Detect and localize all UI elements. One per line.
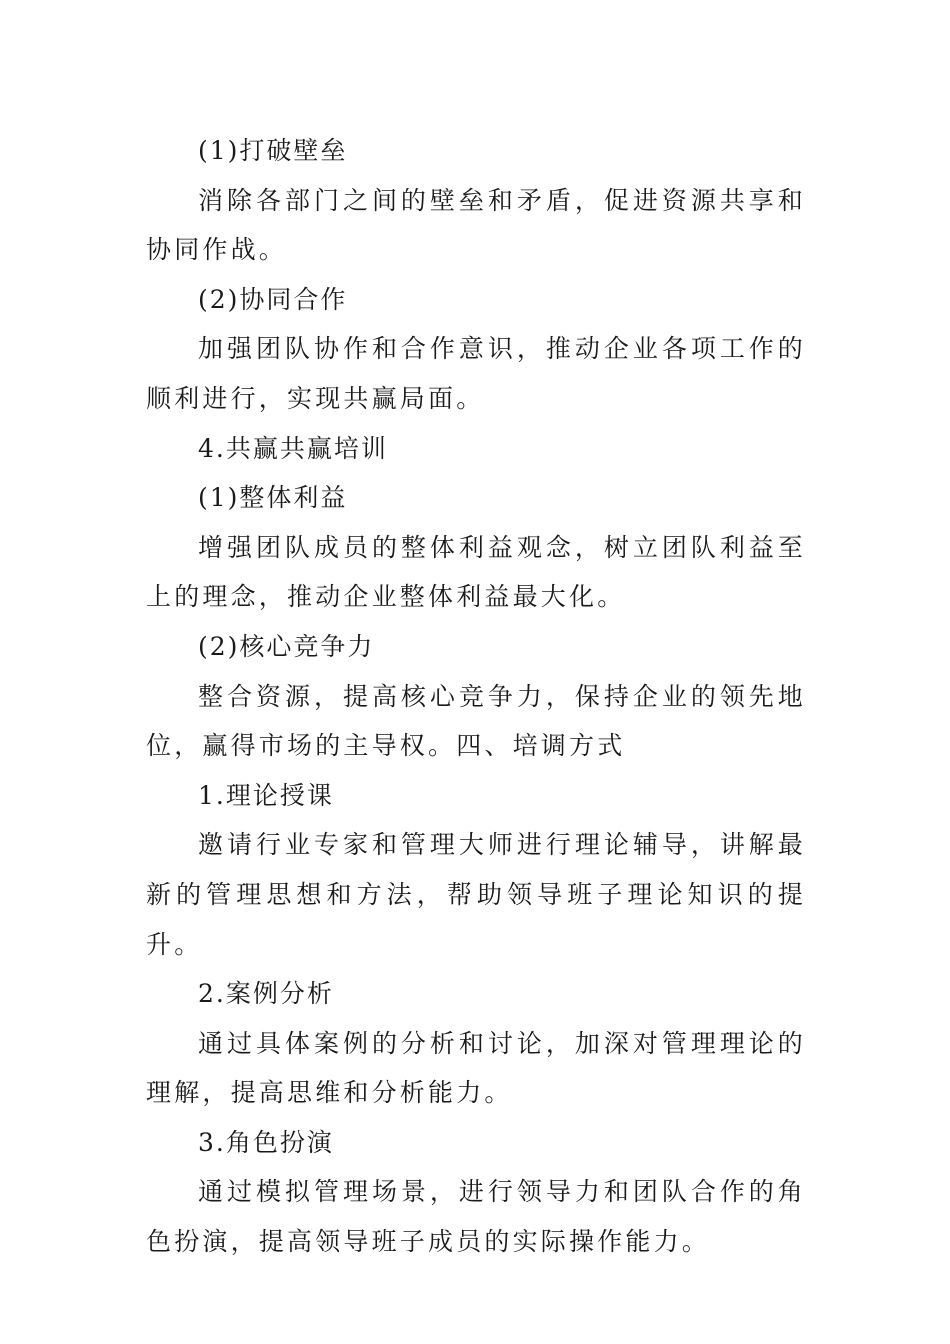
paragraph-core-competitiveness: 整合资源，提高核心竞争力，保持企业的领先地位，赢得市场的主导权。四、培调方式 — [146, 681, 806, 761]
paragraph-theory-lecture: 邀请行业专家和管理大师进行理论辅导，讲解最新的管理思想和方法，帮助领导班子理论知识的提升。 — [146, 830, 806, 959]
paragraph-overall-interest: 增强团队成员的整体利益观念，树立团队利益至上的理念，推动企业整体利益最大化。 — [146, 532, 806, 612]
section-heading-case-analysis: 2.案例分析 — [198, 979, 334, 1009]
section-heading-core-competitiveness: (2)核心竞争力 — [198, 631, 375, 661]
paragraph-collaboration: 加强团队协作和合作意识，推动企业各项工作的顺利进行，实现共赢局面。 — [146, 334, 806, 413]
paragraph-break-barriers: 消除各部门之间的壁垒和矛盾，促进资源共享和协同作战。 — [146, 185, 806, 265]
section-heading-collaboration: (2)协同合作 — [198, 284, 348, 314]
paragraph-role-play: 通过模拟管理场景，进行领导力和团队合作的角色扮演，提高领导班子成员的实际操作能力。 — [146, 1177, 806, 1257]
section-heading-break-barriers: (1)打破壁垒 — [198, 136, 348, 165]
section-heading-role-play: 3.角色扮演 — [198, 1127, 334, 1157]
document-body — [146, 126, 806, 1267]
paragraph-case-analysis: 通过具体案例的分析和讨论，加深对管理理论的理解，提高思维和分析能力。 — [146, 1028, 806, 1108]
section-heading-overall-interest: (1)整体利益 — [198, 483, 348, 513]
section-heading-win-win-training: 4.共赢共赢培训 — [198, 433, 388, 463]
section-heading-theory-lecture: 1.理论授课 — [198, 780, 334, 810]
